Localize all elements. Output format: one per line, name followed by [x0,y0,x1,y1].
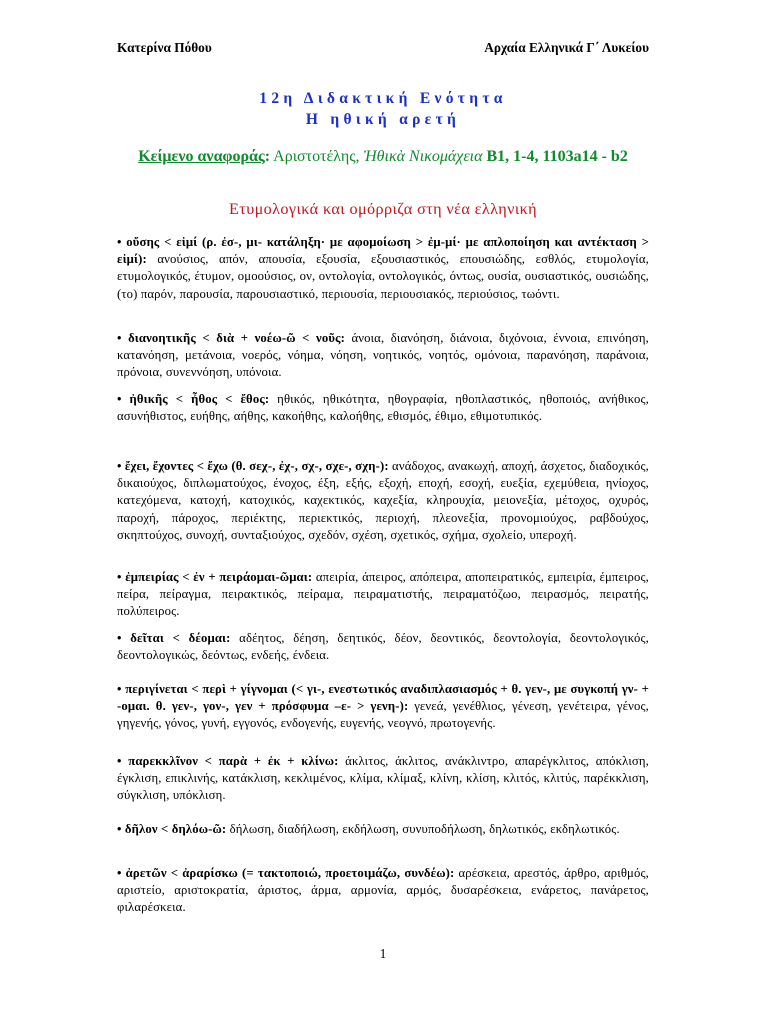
entry-head: • ἠθικῆς < ἦθος < ἔθος: [117,392,270,406]
reference-author: Αριστοτέλης, [273,148,360,165]
entry-body: δήλωση, διαδήλωση, εκδήλωση, συνυποδήλωση, δηλωτικός, εκδηλωτικός. [226,822,620,836]
unit-title: 12η Διδακτική Ενότητα [259,90,507,107]
entry-body: ανάδοχος, ανακωχή, αποχή, άσχετος, διαδοχικός, δικαιούχος, διπλωματούχος, ένοχος, έξη, εξής, εξοχή, εποχή, εσοχή, ευεξία, εχεμύθεια, ηνίοχος, κατεχόμενα, κατοχή, κατοχικός, καχεκτικός, καχεξία, κληρουχία, μειονεξία, μέτοχος, οχυρός, παροχή, πάροχος, περιέκτης, περιεκτικός, περιοχή, πλεονεξία, προνομιούχος, ραβδούχος, σκηπτούχος, συνοχή, συνταξιούχος, σχεδόν, σχέση, σχετικός, σχήμα, σχολείο, υπεροχή. [117,459,649,542]
etymology-entry [117,681,649,733]
etymology-entry [117,753,649,805]
page-number: 1 [379,946,387,961]
entry-head: • ἐμπειρίας < ἐν + πειράομαι-ῶμαι: [117,570,313,584]
entry-head: • δῆλον < δηλόω-ῶ: [117,822,227,836]
etymology-entry [117,821,649,838]
entry-head: • δεῖται < δέομαι: [117,631,231,645]
reference-text [117,147,649,167]
entry-body: άκλιτος, άκλιτος, ανάκλιντρο, απαρέγκλιτος, απόκλιση, έγκλιση, επικλινής, κατάκλιση, κεκλιμένος, κλίμα, κλίμαξ, κλίνη, κλίση, κλιτός, κλιτύς, παρέκκλιση, σύγκλιση, υπόκλιση. [117,754,649,803]
entry-body: απειρία, άπειρος, απόπειρα, αποπειρατικός, εμπειρία, έμπειρος, πείρα, πείραγμα, πειρακτικός, πείραμα, πειραματιστής, πειραματόζωο, πειρασμός, πειρατής, πολύπειρος. [117,570,649,619]
entry-body: αρέσκεια, αρεστός, άρθρο, αριθμός, αριστείο, αριστοκρατία, άριστος, άρμα, αρμονία, αρμός, δυσαρέσκεια, ενάρετος, πανάρετος, φιλαρέσκεια. [117,866,649,915]
entry-head: • παρεκκλῖνον < παρὰ + ἐκ + κλίνω: [117,754,339,768]
entry-head: • οὔσης < εἰμί (ρ. ἐσ-, μι- κατάληξη· με αφομοίωση > ἐμ-μί· με απλοποίηση και αντέκταση > εἰμί): [117,235,649,267]
section-heading: Ετυμολογικά και ομόρριζα στη νέα ελληνική [229,200,537,218]
etymology-entry [117,330,649,382]
etymology-entry [117,630,649,664]
unit-subtitle: Η ηθική αρετή [305,111,461,128]
reference-section: Β1, 1-4, 1103a14 - b2 [486,148,628,165]
entry-head: • ἀρετῶν < ἀραρίσκω (= τακτοποιώ, προετοιμάζω, συνδέω): [117,866,455,880]
etymology-entry [117,234,649,303]
reference-work: Ἠθικὰ Νικομάχεια [363,148,483,165]
entry-body: γενεά, γενέθλιος, γένεση, γενέτειρα, γένος, γηγενής, γόνος, γυνή, εγγονός, ενδογενής, ευγενής, νεογνό, πρωτογενής. [117,699,649,731]
etymology-entry [117,391,649,425]
etymology-entry [117,458,649,544]
entry-head: • περιγίνεται < περὶ + γίγνομαι (< γι-, ενεστωτικός αναδιπλασιασμός + θ. γεν-, με συγκοπή γν- + -ομαι. θ. γεν-, γον-, γεν + πρόσφυμα –ε- > γενη-): [117,682,649,714]
entry-head: • ἔχει, ἔχοντες < ἔχω (θ. σεχ-, ἐχ-, σχ-, σχε-, σχη-): [117,459,389,473]
reference-colon: : [264,148,271,165]
entry-body: ηθικός, ηθικότητα, ηθογραφία, ηθοπλαστικός, ηθοποιός, ανήθικος, ασυνήθιστος, ευήθης, αήθης, κακοήθης, καλοήθης, εθισμός, έθιμο, εθιμοτυπικός. [117,392,650,424]
entry-body: ανούσιος, απόν, απουσία, εξουσία, εξουσιαστικός, επουσιώδης, εσθλός, ετυμολογία, ετυμολογικός, έτυμον, ομοούσιος, ον, οντολογία, οντολογικός, όντως, ουσία, ουσιαστικός, ουσιώδης, (το) παρόν, παρουσία, παρουσιαστικό, περιουσία, περιουσιακός, περιούσιος, τωόντι. [117,252,649,301]
header-course: Αρχαία Ελληνικά Γ΄ Λυκείου [484,40,649,55]
entry-body: αδέητος, δέηση, δεητικός, δέον, δεοντικός, δεοντολογία, δεοντολογικός, δεοντολογικώς, δεόντως, ενδεής, ένδεια. [117,631,649,663]
entry-body: άνοια, διανόηση, διάνοια, διχόνοια, έννοια, επινόηση, κατανόηση, μετάνοια, νοερός, νόημα, νόηση, νοητικός, νοητός, ομόνοια, παρανόηση, παράνοια, πρόνοια, συνεννόηση, υπόνοια. [117,331,649,380]
etymology-entry [117,865,649,917]
etymology-entry [117,569,649,621]
reference-label: Κείμενο αναφοράς [138,148,265,165]
entry-head: • διανοητικῆς < διὰ + νοέω-ῶ < νοῦς: [117,331,345,345]
header-author: Κατερίνα Πόθου [117,40,212,55]
